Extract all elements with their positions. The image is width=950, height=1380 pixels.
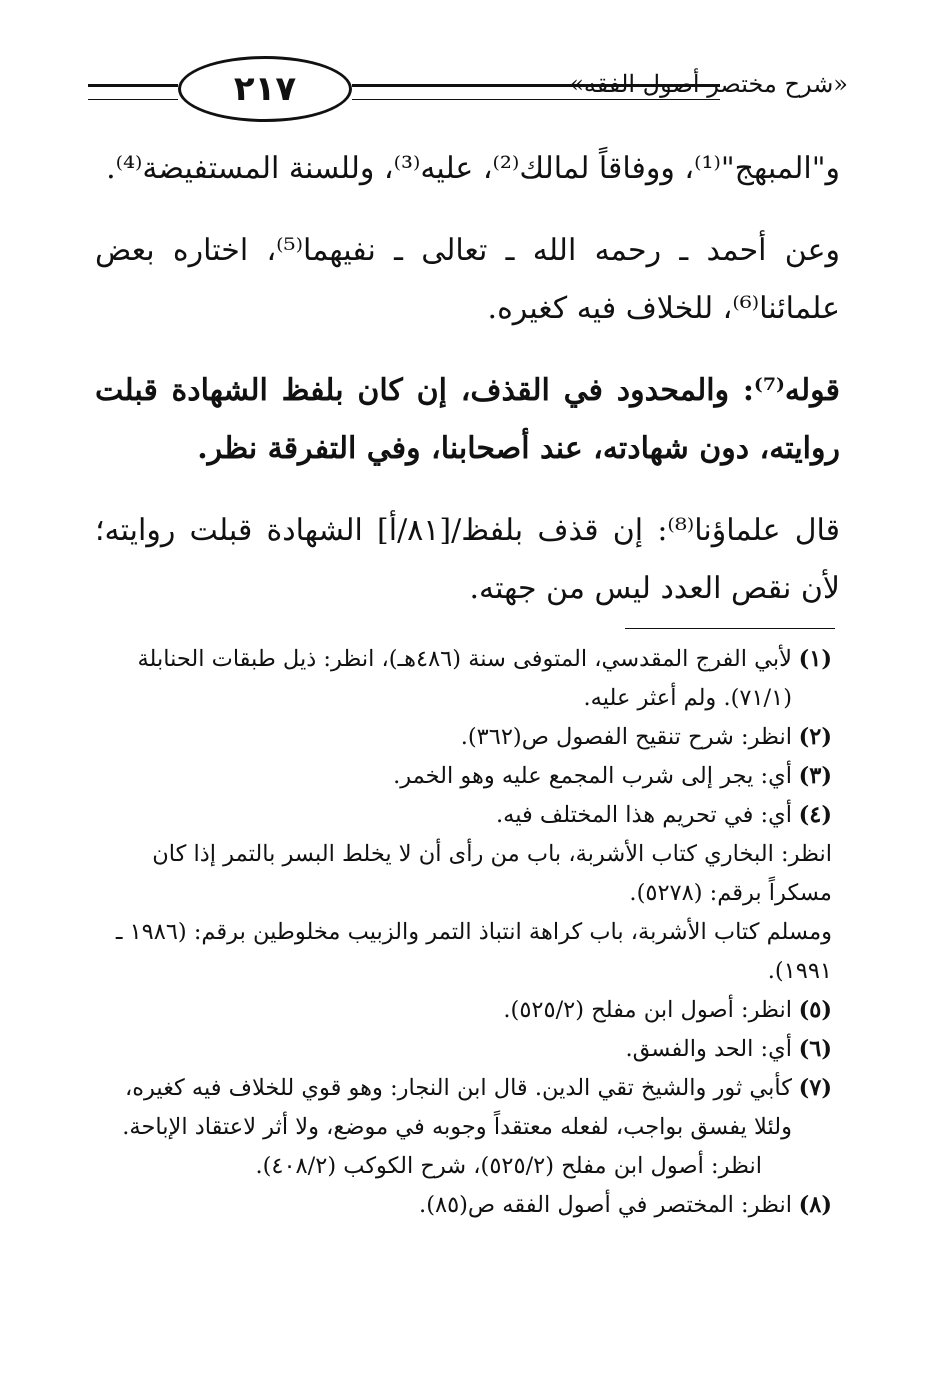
paragraph-3-bold: قوله⁽⁷⁾: والمحدود في القذف، إن كان بلفظ الشهادة قبلت روايته، دون شهادته، عند أصحابنا، وفي التفرقة نظر. [95,373,840,466]
footnote-4 [97,796,832,835]
footnote-number: (٣) [798,763,832,789]
paragraph-1: و"المبهج"⁽¹⁾، ووفاقاً لمالك⁽²⁾، عليه⁽³⁾، وللسنة المستفيضة⁽⁴⁾. [106,151,840,186]
main-text [95,140,840,642]
header-rule-left [88,84,178,100]
footnote-number: (١) [798,646,832,672]
footnote-number: (٥) [798,997,832,1023]
footnote-text: أي: يجر إلى شرب المجمع عليه وهو الخمر. [393,763,792,789]
footnote-1 [97,640,832,718]
footnote-separator [625,628,835,629]
page-number: ٢١٧ [178,56,352,122]
footnote-8 [97,1186,832,1225]
footnote-text: أي: الحد والفسق. [625,1036,792,1062]
footnote-text: أي: في تحريم هذا المختلف فيه. [495,802,792,828]
footnote-text: لأبي الفرج المقدسي، المتوفى سنة (٤٨٦هـ)، انظر: ذيل طبقات الحنابلة (٧١/١). ولم أعثر عليه. [137,646,792,711]
paragraph-2: وعن أحمد ـ رحمه الله ـ تعالى ـ نفيهما⁽⁵⁾، اختاره بعض علمائنا⁽⁶⁾، للخلاف فيه كغيره. [95,233,840,326]
footnote-4-reference-muslim: ومسلم كتاب الأشربة، باب كراهة انتباذ التمر والزبيب مخلوطين برقم: (١٩٨٦ ـ ١٩٩١). [115,919,832,984]
paragraph-4: قال علماؤنا⁽⁸⁾: إن قذف بلفظ/[٨١/أ] الشهادة قبلت روايته؛ لأن نقص العدد ليس من جهته. [95,513,840,606]
footnotes [97,640,832,1225]
footnote-7-reference: انظر: أصول ابن مفلح (٥٢٥/٢)، شرح الكوكب (٤٠٨/٢). [255,1153,762,1179]
footnote-number: (٧) [798,1075,832,1101]
running-title: «شرح مختصر أصول الفقه» [569,70,848,98]
footnote-2 [97,718,832,757]
footnote-number: (٦) [798,1036,832,1062]
footnote-text: انظر: المختصر في أصول الفقه ص(٨٥). [419,1192,792,1218]
footnote-3 [97,757,832,796]
footnote-number: (٤) [798,802,832,828]
footnote-4-reference-bukhari: انظر: البخاري كتاب الأشربة، باب من رأى أن لا يخلط البسر بالتمر إذا كان مسكراً برقم: (٥٢٧٨). [152,841,832,906]
footnote-text: انظر: أصول ابن مفلح (٥٢٥/٢). [503,997,792,1023]
footnote-number: (٨) [798,1192,832,1218]
footnote-5 [97,991,832,1030]
footnote-6 [97,1030,832,1069]
footnote-7 [97,1069,832,1147]
page-header [88,48,848,138]
footnote-number: (٢) [798,724,832,750]
footnote-text: كأبي ثور والشيخ تقي الدين. قال ابن النجار: وهو قوي للخلاف فيه كغيره، ولئلا يفسق بواجب، لفعله معتقداً وجوبه في موضع، ولا أثر لاعتقاد الإباحة. [122,1075,792,1140]
footnote-text: انظر: شرح تنقيح الفصول ص(٣٦٢). [460,724,792,750]
